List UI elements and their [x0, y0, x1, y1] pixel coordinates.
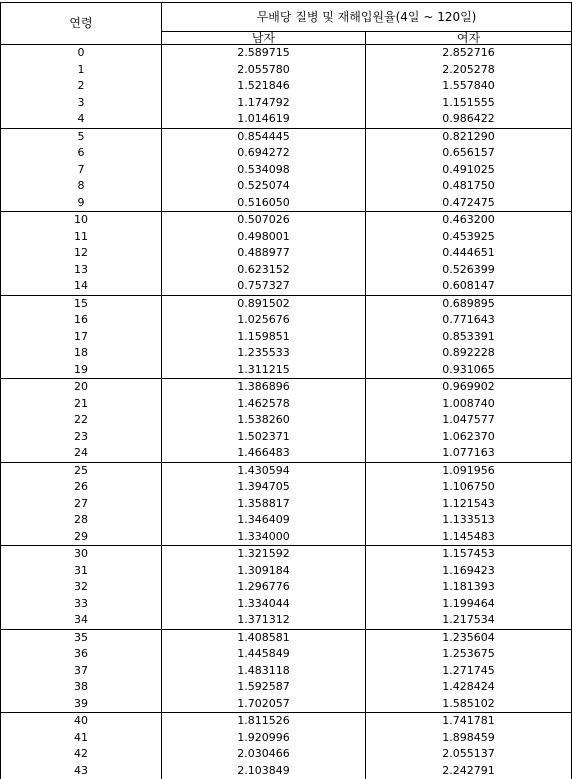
table-row	[1, 329, 572, 346]
male-rate-cell: 1.235533	[162, 345, 366, 362]
table-row	[1, 479, 572, 496]
age-cell: 7	[1, 162, 162, 179]
female-rate-cell: 1.428424	[366, 679, 572, 696]
age-cell: 26	[1, 479, 162, 496]
female-rate-cell: 1.091956	[366, 462, 572, 479]
hospitalization-rate-table	[0, 2, 572, 779]
age-cell: 3	[1, 95, 162, 112]
age-cell: 17	[1, 329, 162, 346]
age-cell: 35	[1, 629, 162, 646]
table-row	[1, 95, 572, 112]
age-column-header: 연령	[1, 3, 162, 45]
age-cell: 36	[1, 646, 162, 663]
age-cell: 42	[1, 746, 162, 763]
male-rate-cell: 1.321592	[162, 546, 366, 563]
table-row	[1, 178, 572, 195]
male-rate-cell: 1.538260	[162, 412, 366, 429]
age-cell: 6	[1, 145, 162, 162]
age-cell: 41	[1, 730, 162, 747]
table-row	[1, 128, 572, 145]
female-rate-cell: 2.852716	[366, 45, 572, 62]
female-rate-cell: 1.133513	[366, 512, 572, 529]
table-row	[1, 663, 572, 680]
male-rate-cell: 1.346409	[162, 512, 366, 529]
table-row	[1, 345, 572, 362]
age-cell: 38	[1, 679, 162, 696]
female-rate-cell: 1.047577	[366, 412, 572, 429]
table-row	[1, 646, 572, 663]
table-row	[1, 612, 572, 629]
female-rate-cell: 0.453925	[366, 229, 572, 246]
table-row	[1, 730, 572, 747]
age-cell: 14	[1, 278, 162, 295]
male-rate-cell: 0.891502	[162, 295, 366, 312]
table-row	[1, 45, 572, 62]
male-rate-cell: 1.358817	[162, 496, 366, 513]
table-row	[1, 596, 572, 613]
table-row	[1, 546, 572, 563]
table-row	[1, 512, 572, 529]
female-rate-cell: 1.106750	[366, 479, 572, 496]
table-row	[1, 763, 572, 779]
age-cell: 40	[1, 713, 162, 730]
male-rate-cell: 1.521846	[162, 78, 366, 95]
table-row	[1, 145, 572, 162]
female-rate-cell: 1.062370	[366, 429, 572, 446]
female-rate-cell: 0.931065	[366, 362, 572, 379]
age-cell: 2	[1, 78, 162, 95]
table-row	[1, 379, 572, 396]
male-rate-cell: 0.507026	[162, 212, 366, 229]
female-rate-cell: 1.557840	[366, 78, 572, 95]
age-cell: 37	[1, 663, 162, 680]
male-rate-cell: 1.296776	[162, 579, 366, 596]
table-row	[1, 212, 572, 229]
male-rate-cell: 1.502371	[162, 429, 366, 446]
age-cell: 29	[1, 529, 162, 546]
table-row	[1, 162, 572, 179]
age-cell: 4	[1, 111, 162, 128]
table-row	[1, 195, 572, 212]
female-rate-cell: 1.898459	[366, 730, 572, 747]
table-row	[1, 295, 572, 312]
age-cell: 28	[1, 512, 162, 529]
female-rate-cell: 1.157453	[366, 546, 572, 563]
age-cell: 9	[1, 195, 162, 212]
table-row	[1, 445, 572, 462]
male-rate-cell: 2.589715	[162, 45, 366, 62]
age-cell: 32	[1, 579, 162, 596]
male-rate-cell: 0.488977	[162, 245, 366, 262]
female-rate-cell: 0.892228	[366, 345, 572, 362]
male-rate-cell: 1.462578	[162, 396, 366, 413]
female-rate-cell: 2.242791	[366, 763, 572, 779]
table-row	[1, 563, 572, 580]
table-row	[1, 412, 572, 429]
age-cell: 12	[1, 245, 162, 262]
male-rate-cell: 0.498001	[162, 229, 366, 246]
table-row	[1, 679, 572, 696]
female-rate-cell: 2.055137	[366, 746, 572, 763]
male-rate-cell: 2.103849	[162, 763, 366, 779]
age-cell: 8	[1, 178, 162, 195]
table-row	[1, 396, 572, 413]
age-cell: 25	[1, 462, 162, 479]
female-rate-cell: 0.526399	[366, 262, 572, 279]
female-rate-cell: 0.689895	[366, 295, 572, 312]
table-row	[1, 629, 572, 646]
age-cell: 22	[1, 412, 162, 429]
female-rate-cell: 0.771643	[366, 312, 572, 329]
male-rate-cell: 0.525074	[162, 178, 366, 195]
male-rate-cell: 1.014619	[162, 111, 366, 128]
male-rate-cell: 0.757327	[162, 278, 366, 295]
female-rate-cell: 0.853391	[366, 329, 572, 346]
age-cell: 15	[1, 295, 162, 312]
male-rate-cell: 0.694272	[162, 145, 366, 162]
male-rate-cell: 1.311215	[162, 362, 366, 379]
female-rate-cell: 0.491025	[366, 162, 572, 179]
table-row	[1, 713, 572, 730]
female-rate-cell: 0.472475	[366, 195, 572, 212]
male-rate-cell: 1.371312	[162, 612, 366, 629]
age-cell: 24	[1, 445, 162, 462]
female-rate-cell: 0.444651	[366, 245, 572, 262]
table-body	[1, 45, 572, 779]
age-cell: 0	[1, 45, 162, 62]
male-rate-cell: 1.408581	[162, 629, 366, 646]
male-rate-cell: 1.811526	[162, 713, 366, 730]
female-rate-cell: 1.008740	[366, 396, 572, 413]
table-row	[1, 696, 572, 713]
table-row	[1, 229, 572, 246]
female-rate-cell: 0.821290	[366, 128, 572, 145]
male-rate-cell: 1.466483	[162, 445, 366, 462]
age-cell: 20	[1, 379, 162, 396]
male-rate-cell: 1.920996	[162, 730, 366, 747]
male-rate-cell: 0.854445	[162, 128, 366, 145]
female-rate-cell: 1.121543	[366, 496, 572, 513]
table-row	[1, 78, 572, 95]
age-cell: 21	[1, 396, 162, 413]
age-cell: 10	[1, 212, 162, 229]
female-rate-cell: 0.481750	[366, 178, 572, 195]
female-rate-cell: 2.205278	[366, 62, 572, 79]
male-column-header: 남자	[162, 32, 366, 45]
female-rate-cell: 1.077163	[366, 445, 572, 462]
table-row	[1, 245, 572, 262]
male-rate-cell: 2.055780	[162, 62, 366, 79]
table-row	[1, 462, 572, 479]
age-cell: 31	[1, 563, 162, 580]
table-row	[1, 529, 572, 546]
male-rate-cell: 1.394705	[162, 479, 366, 496]
age-cell: 33	[1, 596, 162, 613]
age-cell: 5	[1, 128, 162, 145]
male-rate-cell: 1.309184	[162, 563, 366, 580]
female-column-header: 여자	[366, 32, 572, 45]
age-cell: 11	[1, 229, 162, 246]
age-cell: 13	[1, 262, 162, 279]
male-rate-cell: 1.592587	[162, 679, 366, 696]
table-row	[1, 429, 572, 446]
male-rate-cell: 1.702057	[162, 696, 366, 713]
female-rate-cell: 1.235604	[366, 629, 572, 646]
table-row	[1, 312, 572, 329]
female-rate-cell: 1.585102	[366, 696, 572, 713]
table-title: 무배당 질병 및 재해입원율(4일 ~ 120일)	[162, 3, 572, 32]
age-cell: 34	[1, 612, 162, 629]
female-rate-cell: 1.169423	[366, 563, 572, 580]
male-rate-cell: 1.174792	[162, 95, 366, 112]
female-rate-cell: 0.969902	[366, 379, 572, 396]
female-rate-cell: 1.145483	[366, 529, 572, 546]
table-row	[1, 278, 572, 295]
female-rate-cell: 0.463200	[366, 212, 572, 229]
female-rate-cell: 0.986422	[366, 111, 572, 128]
male-rate-cell: 1.334000	[162, 529, 366, 546]
male-rate-cell: 1.445849	[162, 646, 366, 663]
female-rate-cell: 1.199464	[366, 596, 572, 613]
male-rate-cell: 2.030466	[162, 746, 366, 763]
male-rate-cell: 0.534098	[162, 162, 366, 179]
male-rate-cell: 1.159851	[162, 329, 366, 346]
female-rate-cell: 1.151555	[366, 95, 572, 112]
table-row	[1, 62, 572, 79]
male-rate-cell: 1.386896	[162, 379, 366, 396]
table-row	[1, 362, 572, 379]
female-rate-cell: 0.656157	[366, 145, 572, 162]
male-rate-cell: 1.483118	[162, 663, 366, 680]
age-cell: 19	[1, 362, 162, 379]
female-rate-cell: 1.181393	[366, 579, 572, 596]
age-cell: 16	[1, 312, 162, 329]
age-cell: 27	[1, 496, 162, 513]
table-row	[1, 579, 572, 596]
table-row	[1, 746, 572, 763]
female-rate-cell: 1.217534	[366, 612, 572, 629]
male-rate-cell: 1.430594	[162, 462, 366, 479]
age-cell: 39	[1, 696, 162, 713]
age-cell: 43	[1, 763, 162, 779]
female-rate-cell: 0.608147	[366, 278, 572, 295]
table-header	[1, 3, 572, 45]
age-cell: 23	[1, 429, 162, 446]
female-rate-cell: 1.271745	[366, 663, 572, 680]
male-rate-cell: 0.516050	[162, 195, 366, 212]
age-cell: 30	[1, 546, 162, 563]
male-rate-cell: 1.025676	[162, 312, 366, 329]
age-cell: 18	[1, 345, 162, 362]
female-rate-cell: 1.741781	[366, 713, 572, 730]
table-row	[1, 496, 572, 513]
male-rate-cell: 0.623152	[162, 262, 366, 279]
table-row	[1, 111, 572, 128]
male-rate-cell: 1.334044	[162, 596, 366, 613]
female-rate-cell: 1.253675	[366, 646, 572, 663]
table-row	[1, 262, 572, 279]
age-cell: 1	[1, 62, 162, 79]
